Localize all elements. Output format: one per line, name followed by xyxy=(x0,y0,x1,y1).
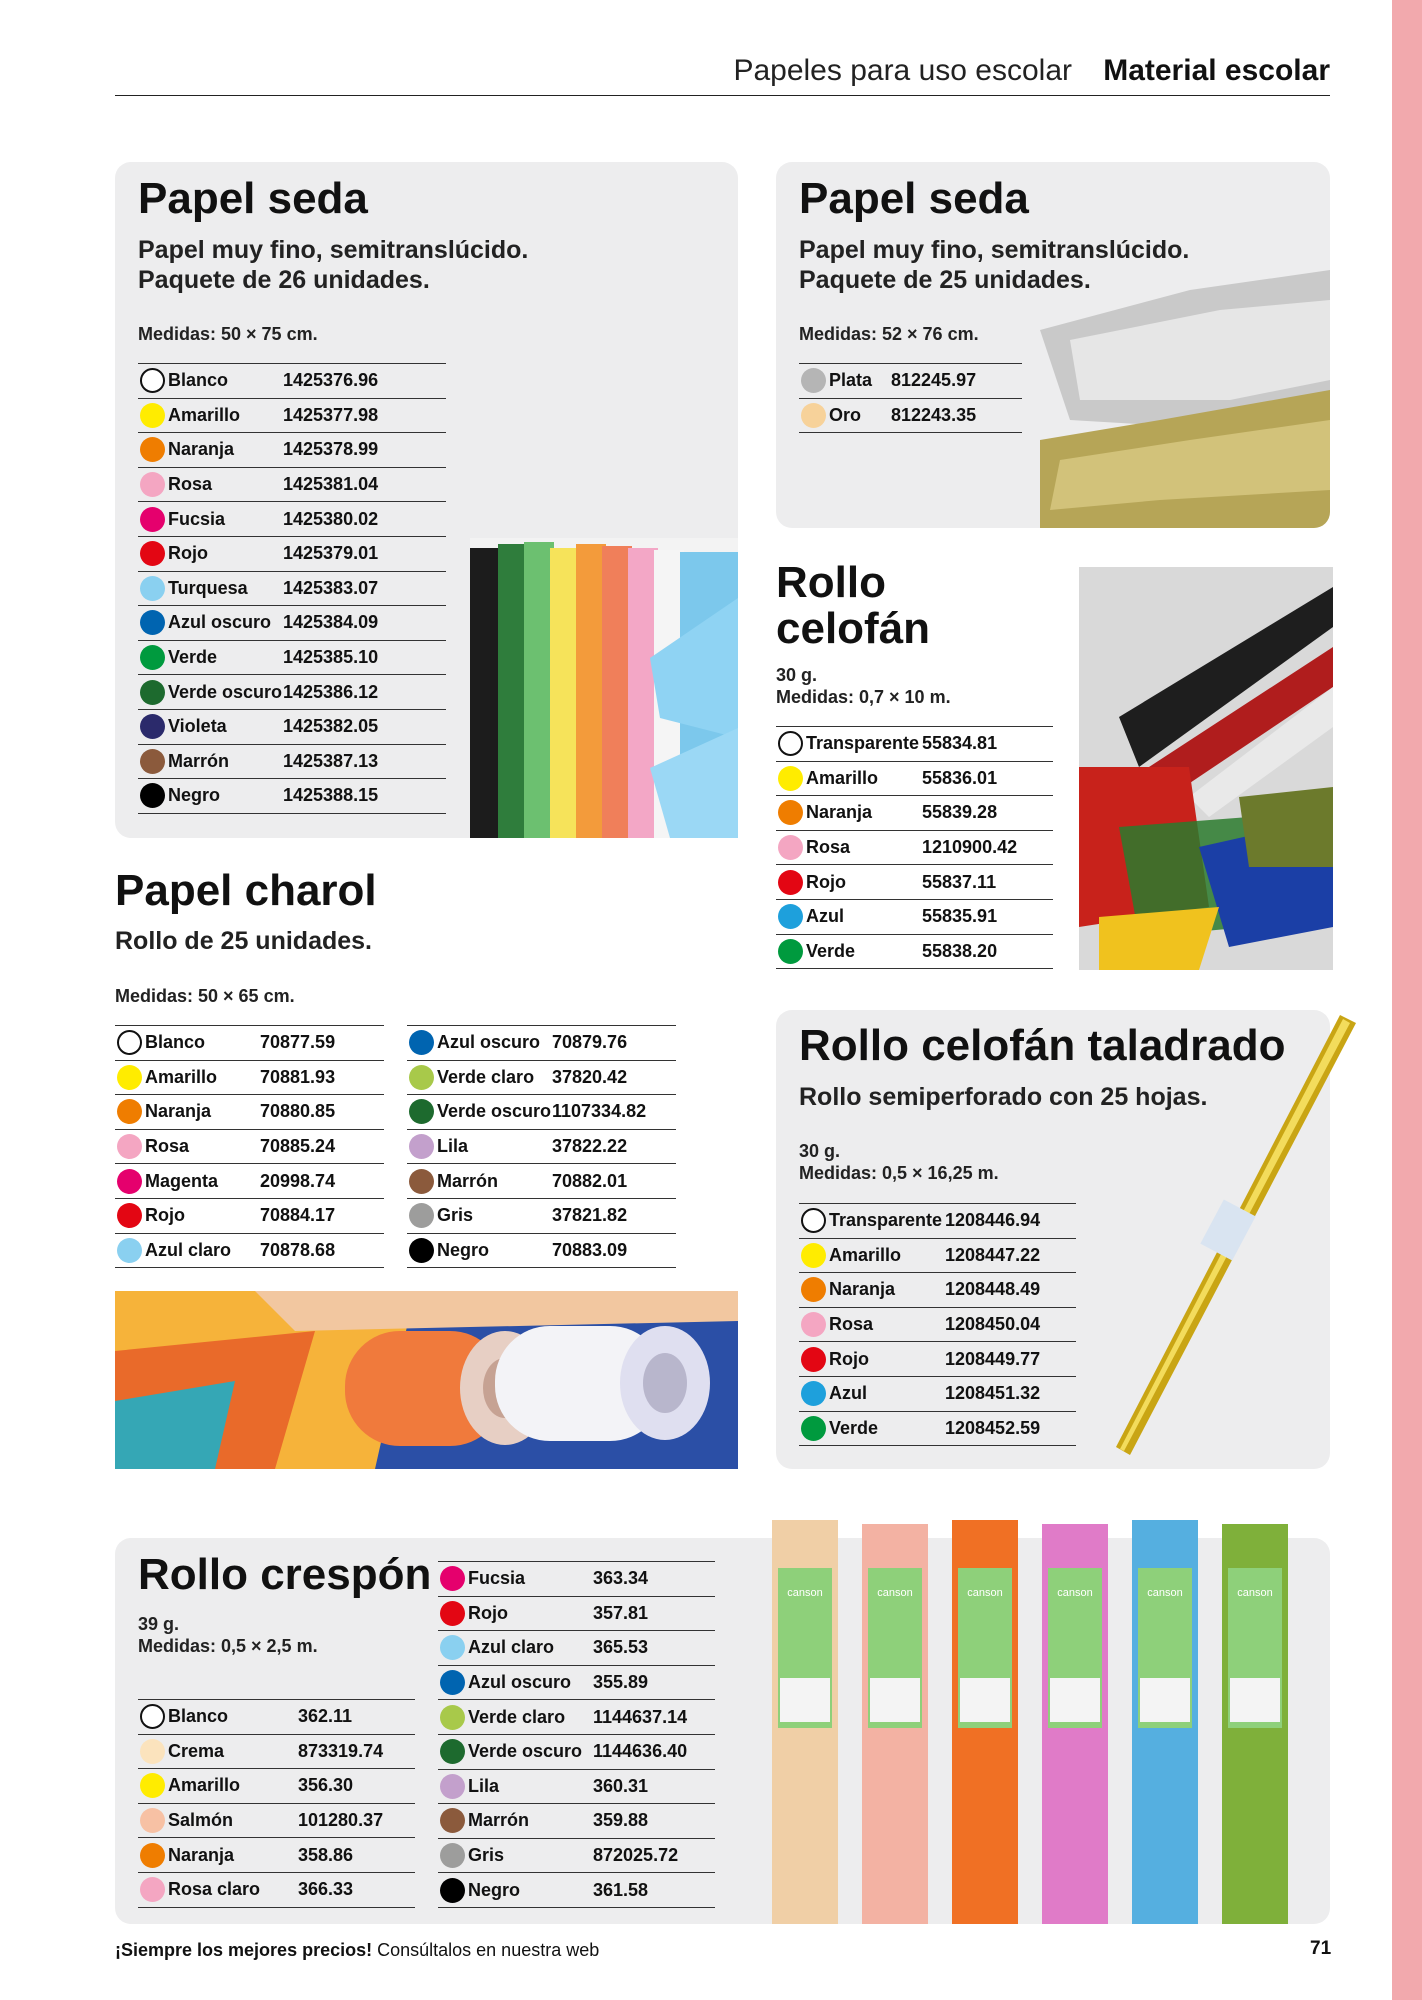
color-swatch-icon xyxy=(801,403,826,428)
papel-seda-plata-color-table xyxy=(799,363,1022,433)
papel-seda-plata-subtitle: Papel muy fino, semitranslúcido. Paquete de 25 unidades. xyxy=(799,236,1190,294)
color-row xyxy=(438,1838,715,1873)
color-swatch-icon xyxy=(778,731,803,756)
color-row xyxy=(115,1233,384,1268)
product-code: 55838.20 xyxy=(922,940,998,961)
color-name: Marrón xyxy=(168,750,230,771)
color-swatch-icon xyxy=(778,870,803,895)
roll-brand-label: canson xyxy=(967,1587,1003,1599)
color-row xyxy=(138,467,446,502)
product-code: 873319.74 xyxy=(298,1740,384,1761)
product-code: 358.86 xyxy=(298,1844,354,1865)
color-swatch-icon xyxy=(440,1878,465,1903)
color-name: Rojo xyxy=(829,1348,869,1369)
product-code: 360.31 xyxy=(593,1775,649,1796)
color-swatch-icon xyxy=(409,1030,434,1055)
color-row xyxy=(138,364,446,399)
color-swatch-icon xyxy=(140,507,165,532)
color-swatch-icon xyxy=(117,1065,142,1090)
patent-paper-rolls-image xyxy=(115,1291,738,1469)
color-swatch-icon xyxy=(409,1203,434,1228)
product-code: 55837.11 xyxy=(922,871,997,892)
color-swatch-icon xyxy=(140,714,165,739)
color-row xyxy=(115,1129,384,1164)
color-swatch-icon xyxy=(140,1739,165,1764)
product-code: 1208452.59 xyxy=(945,1417,1041,1438)
color-swatch-icon xyxy=(117,1134,142,1159)
color-name: Lila xyxy=(468,1775,500,1796)
product-code: 1425379.01 xyxy=(283,543,379,564)
color-swatch-icon xyxy=(801,1416,826,1441)
color-row xyxy=(776,796,1053,831)
color-name: Transparente xyxy=(829,1210,943,1231)
product-code: 70878.68 xyxy=(260,1239,336,1260)
color-swatch-icon xyxy=(140,472,165,497)
color-row xyxy=(138,744,446,779)
color-row xyxy=(138,1769,415,1804)
color-name: Rosa xyxy=(168,474,213,495)
color-row xyxy=(799,1342,1076,1377)
color-swatch-icon xyxy=(778,939,803,964)
rollo-celofan-taladrado-subtitle: Rollo semiperforado con 25 hojas. xyxy=(799,1083,1208,1111)
color-row xyxy=(438,1873,715,1908)
crepe-roll xyxy=(862,1524,928,1924)
color-row xyxy=(438,1769,715,1804)
color-swatch-icon xyxy=(140,1808,165,1833)
product-code: 812243.35 xyxy=(891,404,977,425)
tissue-paper-image xyxy=(470,538,738,838)
product-code: 1425378.99 xyxy=(283,439,379,460)
roll-brand-label: canson xyxy=(1237,1587,1273,1599)
color-row xyxy=(138,1803,415,1838)
product-code: 1208451.32 xyxy=(945,1383,1041,1404)
color-name: Rosa xyxy=(145,1136,190,1157)
color-swatch-icon xyxy=(801,1277,826,1302)
rollo-celofan-taladrado-meta: 30 g. Medidas: 0,5 × 16,25 m. xyxy=(799,1141,999,1183)
papel-seda-plata-title: Papel seda xyxy=(799,174,1029,223)
color-swatch-icon xyxy=(140,1877,165,1902)
color-row xyxy=(799,1411,1076,1446)
color-name: Naranja xyxy=(145,1101,212,1122)
rollo-crespon-title: Rollo crespón xyxy=(138,1550,432,1599)
color-row xyxy=(138,709,446,744)
color-swatch-icon xyxy=(409,1169,434,1194)
color-name: Verde oscuro xyxy=(168,681,283,702)
color-row xyxy=(138,1838,415,1873)
color-swatch-icon xyxy=(140,541,165,566)
color-swatch-icon xyxy=(801,1347,826,1372)
color-name: Turquesa xyxy=(168,577,248,598)
color-name: Amarillo xyxy=(829,1244,902,1265)
papel-charol-medidas: Medidas: 50 × 65 cm. xyxy=(115,986,295,1006)
color-row xyxy=(138,1872,415,1907)
color-row xyxy=(438,1804,715,1839)
product-code: 37822.22 xyxy=(552,1136,628,1157)
color-row xyxy=(138,1734,415,1769)
crepe-roll xyxy=(952,1520,1018,1924)
product-code: 37821.82 xyxy=(552,1205,628,1226)
color-row xyxy=(407,1198,676,1233)
color-name: Naranja xyxy=(168,439,235,460)
product-code: 101280.37 xyxy=(298,1810,384,1831)
product-code: 363.34 xyxy=(593,1568,649,1589)
color-swatch-icon xyxy=(801,1381,826,1406)
product-code: 355.89 xyxy=(593,1672,649,1693)
color-row xyxy=(138,779,446,814)
color-name: Rojo xyxy=(145,1205,185,1226)
color-name: Verde xyxy=(806,940,856,961)
product-code: 1208447.22 xyxy=(945,1244,1041,1265)
color-name: Rosa claro xyxy=(168,1879,261,1900)
color-swatch-icon xyxy=(440,1843,465,1868)
color-swatch-icon xyxy=(140,749,165,774)
papel-seda-subtitle: Papel muy fino, semitranslúcido. Paquete de 26 unidades. xyxy=(138,236,529,294)
rollo-celofan-meta: 30 g. Medidas: 0,7 × 10 m. xyxy=(776,665,951,707)
product-code: 1208449.77 xyxy=(945,1348,1041,1369)
color-swatch-icon xyxy=(140,1704,165,1729)
color-swatch-icon xyxy=(778,800,803,825)
rollo-celofan-title: Rollo celofán xyxy=(776,558,931,653)
color-name: Azul xyxy=(806,906,844,927)
papel-seda-plata-medidas: Medidas: 52 × 76 cm. xyxy=(799,324,979,344)
color-name: Marrón xyxy=(437,1170,499,1191)
product-code: 1425381.04 xyxy=(283,474,379,495)
color-name: Verde xyxy=(829,1417,879,1438)
color-name: Oro xyxy=(829,404,862,425)
color-row xyxy=(799,364,1022,399)
color-name: Verde claro xyxy=(468,1706,566,1727)
color-row xyxy=(776,934,1053,969)
color-row xyxy=(438,1665,715,1700)
color-row xyxy=(115,1060,384,1095)
color-swatch-icon xyxy=(778,904,803,929)
product-code: 812245.97 xyxy=(891,370,977,391)
color-swatch-icon xyxy=(440,1774,465,1799)
product-code: 362.11 xyxy=(298,1706,353,1727)
color-name: Azul oscuro xyxy=(437,1032,541,1053)
color-name: Fucsia xyxy=(468,1568,526,1589)
color-name: Naranja xyxy=(829,1279,896,1300)
papel-charol-subtitle: Rollo de 25 unidades. xyxy=(115,927,372,955)
color-row xyxy=(407,1233,676,1268)
papel-seda-title: Papel seda xyxy=(138,174,368,223)
color-row xyxy=(138,433,446,468)
color-row xyxy=(438,1562,715,1597)
color-swatch-icon xyxy=(140,576,165,601)
product-code: 872025.72 xyxy=(593,1845,679,1866)
color-name: Amarillo xyxy=(168,1775,241,1796)
rollo-crespon-meta: 39 g. Medidas: 0,5 × 2,5 m. xyxy=(138,1614,318,1656)
color-swatch-icon xyxy=(117,1203,142,1228)
product-code: 1208448.49 xyxy=(945,1279,1041,1300)
color-row xyxy=(115,1026,384,1061)
color-swatch-icon xyxy=(440,1566,465,1591)
color-swatch-icon xyxy=(117,1169,142,1194)
product-code: 70881.93 xyxy=(260,1066,336,1087)
roll-brand-label: canson xyxy=(787,1587,823,1599)
cellophane-image xyxy=(1079,567,1333,970)
page-header xyxy=(115,52,1330,96)
product-code: 359.88 xyxy=(593,1810,649,1831)
color-name: Gris xyxy=(468,1845,505,1866)
papel-charol-color-table-right xyxy=(407,1025,676,1268)
color-row xyxy=(776,865,1053,900)
color-name: Blanco xyxy=(145,1032,206,1053)
color-row xyxy=(799,1204,1076,1239)
color-row xyxy=(138,675,446,710)
color-name: Fucsia xyxy=(168,508,226,529)
color-swatch-icon xyxy=(140,610,165,635)
color-row xyxy=(407,1060,676,1095)
color-row xyxy=(138,398,446,433)
product-code: 70885.24 xyxy=(260,1136,336,1157)
product-code: 1425377.98 xyxy=(283,404,379,425)
color-name: Verde oscuro xyxy=(468,1741,583,1762)
papel-seda-color-table xyxy=(138,363,446,814)
rollo-celofan-taladrado-color-table xyxy=(799,1203,1076,1446)
color-row xyxy=(115,1164,384,1199)
color-row xyxy=(407,1164,676,1199)
color-swatch-icon xyxy=(440,1705,465,1730)
color-row xyxy=(776,761,1053,796)
color-swatch-icon xyxy=(440,1739,465,1764)
color-name: Blanco xyxy=(168,370,229,391)
product-code: 70883.09 xyxy=(552,1239,628,1260)
color-row xyxy=(138,640,446,675)
roll-brand-label: canson xyxy=(1057,1587,1093,1599)
color-swatch-icon xyxy=(140,437,165,462)
color-row xyxy=(407,1129,676,1164)
crepe-rolls-image xyxy=(768,1518,1330,1924)
color-swatch-icon xyxy=(140,1843,165,1868)
product-code: 1425387.13 xyxy=(283,750,379,771)
product-code: 1425382.05 xyxy=(283,716,379,737)
color-row xyxy=(138,502,446,537)
product-code: 357.81 xyxy=(593,1602,649,1623)
color-swatch-icon xyxy=(140,783,165,808)
color-name: Lila xyxy=(437,1136,469,1157)
color-name: Amarillo xyxy=(168,404,241,425)
color-row xyxy=(776,899,1053,934)
color-name: Azul oscuro xyxy=(168,612,272,633)
color-name: Rosa xyxy=(806,837,851,858)
color-row xyxy=(776,830,1053,865)
color-swatch-icon xyxy=(440,1635,465,1660)
product-code: 55836.01 xyxy=(922,767,998,788)
color-row xyxy=(799,1376,1076,1411)
product-code: 1425386.12 xyxy=(283,681,379,702)
color-name: Blanco xyxy=(168,1706,229,1727)
color-swatch-icon xyxy=(409,1134,434,1159)
color-name: Gris xyxy=(437,1205,474,1226)
color-swatch-icon xyxy=(778,766,803,791)
color-row xyxy=(799,398,1022,433)
rollo-celofan-color-table xyxy=(776,726,1053,969)
product-code: 1208446.94 xyxy=(945,1210,1041,1231)
color-row xyxy=(438,1734,715,1769)
color-name: Naranja xyxy=(168,1844,235,1865)
color-swatch-icon xyxy=(801,1312,826,1337)
color-row xyxy=(438,1596,715,1631)
rollo-crespon-color-table-right xyxy=(438,1561,715,1908)
product-code: 1425385.10 xyxy=(283,647,379,668)
product-code: 70880.85 xyxy=(260,1101,336,1122)
color-swatch-icon xyxy=(778,835,803,860)
product-code: 1425384.09 xyxy=(283,612,379,633)
papel-charol-color-table-left xyxy=(115,1025,384,1268)
category-title: Material escolar xyxy=(1103,54,1330,87)
product-code: 1425376.96 xyxy=(283,370,379,391)
color-row xyxy=(799,1238,1076,1273)
rollo-celofan-taladrado-title: Rollo celofán taladrado xyxy=(799,1021,1286,1070)
color-row xyxy=(799,1273,1076,1308)
color-swatch-icon xyxy=(409,1099,434,1124)
product-code: 37820.42 xyxy=(552,1066,628,1087)
color-name: Azul claro xyxy=(145,1239,232,1260)
color-swatch-icon xyxy=(140,645,165,670)
metallic-tissue-image xyxy=(1040,270,1330,528)
roll-brand-label: canson xyxy=(877,1587,913,1599)
color-swatch-icon xyxy=(140,1773,165,1798)
product-code: 70882.01 xyxy=(552,1170,628,1191)
product-code: 55839.28 xyxy=(922,802,998,823)
color-name: Violeta xyxy=(168,716,227,737)
color-swatch-icon xyxy=(140,680,165,705)
crepe-roll xyxy=(1132,1520,1198,1924)
crepe-roll xyxy=(772,1520,838,1924)
color-name: Transparente xyxy=(806,733,920,754)
product-code: 1425388.15 xyxy=(283,785,379,806)
color-swatch-icon xyxy=(440,1670,465,1695)
color-name: Rojo xyxy=(468,1602,508,1623)
color-name: Rojo xyxy=(806,871,846,892)
color-name: Crema xyxy=(168,1740,225,1761)
color-row xyxy=(776,727,1053,762)
page-number: 71 xyxy=(1310,1938,1332,1959)
color-swatch-icon xyxy=(801,1208,826,1233)
color-name: Negro xyxy=(168,785,221,806)
color-name: Amarillo xyxy=(806,767,879,788)
footer-slogan: ¡Siempre los mejores precios! Consúltalos en nuestra web xyxy=(115,1940,600,1960)
product-code: 70877.59 xyxy=(260,1032,336,1053)
color-row xyxy=(407,1095,676,1130)
color-swatch-icon xyxy=(409,1238,434,1263)
color-name: Salmón xyxy=(168,1810,234,1831)
color-swatch-icon xyxy=(801,368,826,393)
color-swatch-icon xyxy=(409,1065,434,1090)
color-row xyxy=(407,1026,676,1061)
color-name: Negro xyxy=(437,1239,490,1260)
color-swatch-icon xyxy=(117,1030,142,1055)
roll-brand-label: canson xyxy=(1147,1587,1183,1599)
color-row xyxy=(438,1700,715,1735)
product-code: 1210900.42 xyxy=(922,837,1018,858)
product-code: 366.33 xyxy=(298,1879,354,1900)
color-name: Negro xyxy=(468,1879,521,1900)
product-code: 1425380.02 xyxy=(283,508,379,529)
product-code: 1144636.40 xyxy=(593,1741,688,1762)
product-code: 1144637.14 xyxy=(593,1706,688,1727)
product-code: 70879.76 xyxy=(552,1032,628,1053)
papel-seda-medidas: Medidas: 50 × 75 cm. xyxy=(138,324,318,344)
golden-roll-image xyxy=(1100,1015,1360,1465)
product-code: 20998.74 xyxy=(260,1170,336,1191)
color-name: Azul oscuro xyxy=(468,1672,572,1693)
color-name: Verde claro xyxy=(437,1066,535,1087)
color-name: Rojo xyxy=(168,543,208,564)
color-name: Verde oscuro xyxy=(437,1101,552,1122)
color-row xyxy=(138,571,446,606)
product-code: 70884.17 xyxy=(260,1205,336,1226)
product-code: 55835.91 xyxy=(922,906,998,927)
color-swatch-icon xyxy=(117,1238,142,1263)
color-row xyxy=(115,1198,384,1233)
color-name: Rosa xyxy=(829,1314,874,1335)
color-swatch-icon xyxy=(140,403,165,428)
color-name: Magenta xyxy=(145,1170,219,1191)
color-name: Amarillo xyxy=(145,1066,218,1087)
section-title: Papeles para uso escolar xyxy=(733,54,1072,87)
color-name: Plata xyxy=(829,370,873,391)
color-row xyxy=(799,1307,1076,1342)
color-name: Naranja xyxy=(806,802,873,823)
color-row xyxy=(115,1095,384,1130)
crepe-roll xyxy=(1222,1524,1288,1924)
product-code: 55834.81 xyxy=(922,733,998,754)
color-name: Verde xyxy=(168,647,218,668)
color-name: Marrón xyxy=(468,1810,530,1831)
color-name: Azul xyxy=(829,1383,867,1404)
product-code: 1107334.82 xyxy=(552,1101,647,1122)
color-swatch-icon xyxy=(801,1243,826,1268)
color-swatch-icon xyxy=(117,1099,142,1124)
color-row xyxy=(138,606,446,641)
color-swatch-icon xyxy=(440,1601,465,1626)
product-code: 365.53 xyxy=(593,1637,649,1658)
color-row xyxy=(138,1700,415,1735)
color-swatch-icon xyxy=(440,1808,465,1833)
color-row xyxy=(438,1631,715,1666)
product-code: 356.30 xyxy=(298,1775,354,1796)
crepe-roll xyxy=(1042,1524,1108,1924)
rollo-crespon-color-table-left xyxy=(138,1699,415,1908)
papel-charol-title: Papel charol xyxy=(115,866,377,915)
product-code: 361.58 xyxy=(593,1879,649,1900)
color-row xyxy=(138,536,446,571)
product-code: 1208450.04 xyxy=(945,1314,1041,1335)
product-code: 1425383.07 xyxy=(283,577,379,598)
color-swatch-icon xyxy=(140,368,165,393)
side-accent-bar xyxy=(1392,0,1422,2000)
color-name: Azul claro xyxy=(468,1637,555,1658)
